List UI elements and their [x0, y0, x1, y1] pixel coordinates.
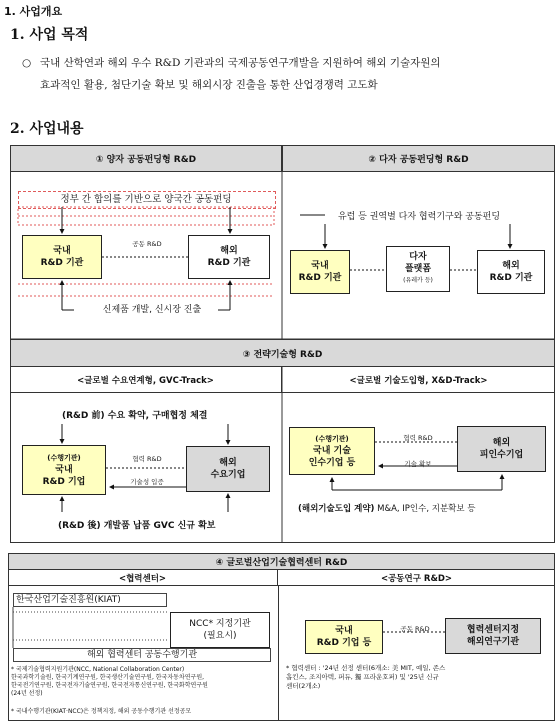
- gvc-after: (R&D 後) 개발품 납품 GVC 신규 확보: [58, 521, 216, 531]
- center-note1-line2: 한국과학기술원, 한국기계연구원, 한국생산기술연구원, 한국자동차연구원,: [11, 674, 205, 681]
- center-joint-label: 공동 R&D: [400, 625, 430, 633]
- xd-secure-label: 기술 확보: [404, 460, 432, 468]
- type1-domestic-box: 국내 R&D 기관: [22, 235, 102, 279]
- center-title: ④ 글로벌산업기술협력센터 R&D: [8, 553, 555, 570]
- gvc-lead-label: (수행기관): [47, 454, 81, 462]
- gvc-before: (R&D 前) 수요 확약, 구매협정 체결: [62, 411, 208, 421]
- xd-note-rest: M&A, IP인수, 지분확보 등: [374, 504, 476, 514]
- gvc-tech-label: 기술성 입증: [130, 478, 164, 486]
- agreement-text: 정부 간 합의를 기반으로 양국간 공동펀딩: [60, 194, 232, 205]
- xd-lead-label: (수행기관): [315, 435, 349, 443]
- purpose-heading: 1. 사업 목적: [10, 27, 89, 43]
- gvc-title: <글로벌 수요연계형, GVC-Track>: [10, 367, 282, 393]
- center-note1-line1: * 국제기술협력지원기관(NCC, National Collaboration Center): [11, 666, 185, 673]
- platform-label: 다자 플랫폼: [404, 252, 432, 274]
- xd-foreign-box: 해외 피인수기업: [457, 426, 546, 472]
- overseas-box: 해외 협력센터 공동수행기관: [13, 648, 271, 662]
- type1-outcome: 신제품 개발, 신시장 진출: [102, 305, 202, 315]
- xd-domestic-label: 국내 기술 인수기업 등: [308, 446, 356, 468]
- purpose-text-line1: 국내 산학연과 해외 우수 R&D 기관과의 국제공동연구개발을 지원하여 해외 기술자원의: [40, 57, 441, 69]
- kiat-box: 한국산업기술진흥원(KIAT): [13, 593, 167, 607]
- center-right-note-line3: 센터(2개소): [286, 682, 321, 690]
- type1-foreign-box: 해외 R&D 기관: [188, 235, 270, 279]
- type1-joint-label: 공동 R&D: [132, 240, 162, 248]
- content-heading: 2. 사업내용: [10, 121, 84, 137]
- xd-coop-label: 협력 R&D: [403, 434, 433, 442]
- center-domestic-box: 국내 R&D 기업 등: [305, 620, 383, 654]
- type2-foreign-box: 해외 R&D 기관: [477, 250, 545, 294]
- center-note1-line4: (24년 선정): [11, 690, 43, 697]
- type2-title: ② 다자 공동펀딩형 R&D: [282, 145, 555, 172]
- purpose-text-line2: 효과적인 활용, 첨단기술 확보 및 해외시장 진출을 통한 산업경쟁력 고도화: [40, 79, 378, 91]
- xd-note-bold: (해외기술도입 계약): [298, 504, 375, 514]
- gvc-foreign-box: 해외 수요기업: [186, 446, 270, 492]
- gvc-coop-label: 협력 R&D: [132, 455, 162, 463]
- top-label: 1. 사업개요: [4, 5, 63, 18]
- type2-domestic-box: 국내 R&D 기관: [290, 250, 350, 294]
- center-right-note-line2: 홉킨스, 조지아텍, 퍼듀, 獨 프라운호퍼) 및 '25년 신규: [286, 673, 439, 681]
- strategic-title: ③ 전략기술형 R&D: [10, 339, 555, 367]
- type2-funding: 유럽 등 권역별 다자 협력기구와 공동펀딩: [337, 212, 501, 222]
- center-note1-line3: 한국전기연구원, 한국전자기술연구원, 한국전자통신연구원, 한국화학연구원: [11, 682, 208, 689]
- type1-title: ① 양자 공동펀딩형 R&D: [10, 145, 282, 172]
- center-right-title: <공동연구 R&D>: [278, 570, 555, 586]
- platform-sub: (유레카 등): [403, 277, 433, 284]
- center-note2: * 국내수행기관(KIAT·NCC)은 정책지정, 해외 공동수행기관 선정공모: [11, 708, 192, 715]
- xd-title: <글로벌 기술도입형, X&D-Track>: [282, 367, 555, 393]
- center-left-title: <협력센터>: [8, 570, 278, 586]
- center-right-note-line1: * 협력센터 : '24년 선정 센터(6개소: 美 MIT, 예일, 존스: [286, 664, 446, 672]
- designated-box: 협력센터지정 해외연구기관: [445, 618, 541, 654]
- gvc-domestic-label: 국내 R&D 기업: [42, 465, 86, 487]
- purpose-bullet: ○: [22, 57, 32, 69]
- ncc-box: NCC* 지정기관 (필요시): [170, 612, 270, 648]
